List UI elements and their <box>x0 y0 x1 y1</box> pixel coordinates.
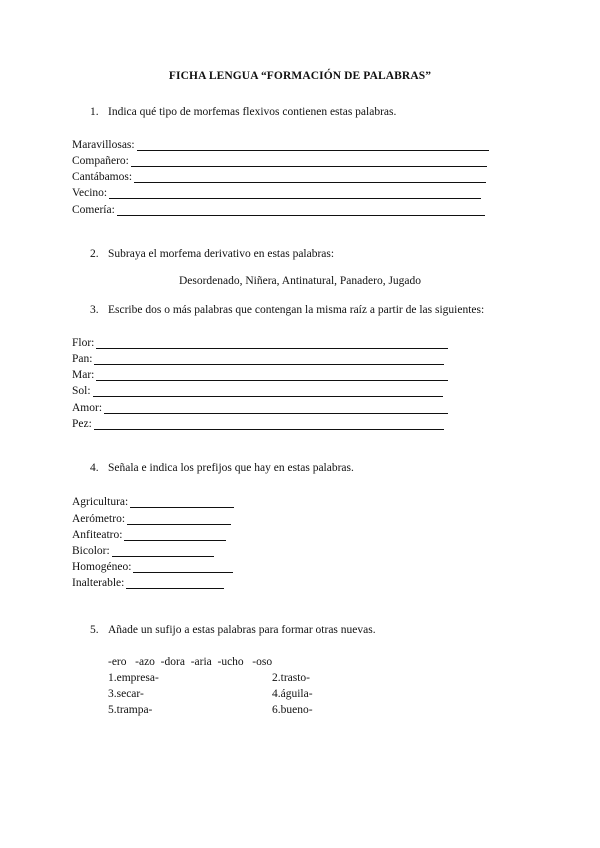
q4-field-homogeneo[interactable] <box>72 558 233 573</box>
q1-field-comeria[interactable] <box>72 201 485 216</box>
question-4-text: Señala e indica los prefijos que hay en estas palabras. <box>108 462 354 474</box>
q3-field-pez[interactable] <box>72 415 444 430</box>
answer-line[interactable] <box>93 385 443 397</box>
answer-line[interactable] <box>126 577 224 589</box>
field-label: Comería: <box>72 204 115 216</box>
question-3-number: 3. <box>90 304 99 316</box>
q4-field-inalterable[interactable] <box>72 574 224 589</box>
q5-item-2[interactable]: 2.trasto- <box>272 672 311 684</box>
answer-line[interactable] <box>117 204 485 216</box>
field-label: Maravillosas: <box>72 139 135 151</box>
field-label: Pez: <box>72 418 92 430</box>
question-2 <box>90 248 334 260</box>
q4-field-bicolor[interactable] <box>72 542 214 557</box>
question-3 <box>90 304 484 316</box>
answer-line[interactable] <box>127 513 231 525</box>
q3-field-pan[interactable] <box>72 350 444 365</box>
q3-field-flor[interactable] <box>72 334 448 349</box>
page-title: FICHA LENGUA “FORMACIÓN DE PALABRAS” <box>168 70 432 82</box>
q4-field-agricultura[interactable] <box>72 493 234 508</box>
field-label: Anfiteatro: <box>72 529 123 541</box>
q5-suffix-list: -ero -azo -dora -aria -ucho -oso <box>108 656 273 668</box>
answer-line[interactable] <box>137 139 489 151</box>
field-label: Homogéneo: <box>72 561 132 573</box>
q3-field-sol[interactable] <box>72 382 443 397</box>
field-label: Vecino: <box>72 187 108 199</box>
question-4-number: 4. <box>90 462 99 474</box>
question-1 <box>90 106 396 118</box>
answer-line[interactable] <box>96 337 448 349</box>
question-2-number: 2. <box>90 248 99 260</box>
q1-field-companero[interactable] <box>72 152 487 167</box>
q1-field-maravillosas[interactable] <box>72 136 489 151</box>
field-label: Mar: <box>72 369 95 381</box>
field-label: Cantábamos: <box>72 171 133 183</box>
question-4 <box>90 462 354 474</box>
q4-field-anfiteatro[interactable] <box>72 526 226 541</box>
q1-field-vecino[interactable] <box>72 184 481 199</box>
question-1-number: 1. <box>90 106 99 118</box>
field-label: Bicolor: <box>72 545 110 557</box>
q4-field-aerometro[interactable] <box>72 510 231 525</box>
field-label: Compañero: <box>72 155 129 167</box>
answer-line[interactable] <box>112 545 214 557</box>
field-label: Aerómetro: <box>72 513 126 525</box>
q5-item-4[interactable]: 4.águila- <box>272 688 313 700</box>
q1-field-cantabamos[interactable] <box>72 168 486 183</box>
q5-item-1[interactable]: 1.empresa- <box>108 672 159 684</box>
answer-line[interactable] <box>133 561 233 573</box>
question-5 <box>90 624 376 636</box>
field-label: Amor: <box>72 402 103 414</box>
field-label: Sol: <box>72 385 91 397</box>
question-1-text: Indica qué tipo de morfemas flexivos contienen estas palabras. <box>108 106 397 118</box>
answer-line[interactable] <box>109 187 481 199</box>
answer-line[interactable] <box>94 353 444 365</box>
answer-line[interactable] <box>130 496 234 508</box>
field-label: Inalterable: <box>72 577 125 589</box>
q3-field-mar[interactable] <box>72 366 448 381</box>
q5-item-6[interactable]: 6.bueno- <box>272 704 313 716</box>
field-label: Flor: <box>72 337 95 349</box>
question-3-text: Escribe dos o más palabras que contengan la misma raíz a partir de las siguientes: <box>108 304 485 316</box>
q5-item-5[interactable]: 5.trampa- <box>108 704 153 716</box>
answer-line[interactable] <box>104 402 448 414</box>
answer-line[interactable] <box>96 369 448 381</box>
answer-line[interactable] <box>94 418 444 430</box>
q3-field-amor[interactable] <box>72 399 448 414</box>
answer-line[interactable] <box>134 171 486 183</box>
answer-line[interactable] <box>131 155 487 167</box>
answer-line[interactable] <box>124 529 226 541</box>
field-label: Agricultura: <box>72 496 129 508</box>
question-2-text: Subraya el morfema derivativo en estas palabras: <box>108 248 335 260</box>
q2-word-list: Desordenado, Niñera, Antinatural, Panadero, Jugado <box>178 275 422 287</box>
q5-item-3[interactable]: 3.secar- <box>108 688 144 700</box>
question-5-number: 5. <box>90 624 99 636</box>
field-label: Pan: <box>72 353 93 365</box>
question-5-text: Añade un sufijo a estas palabras para formar otras nuevas. <box>108 624 376 636</box>
